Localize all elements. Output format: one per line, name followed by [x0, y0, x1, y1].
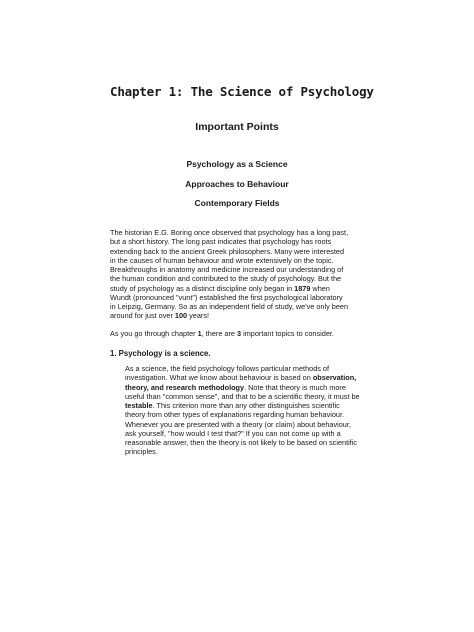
intro-line: the human condition and contributed to the study of psychology. But the [110, 274, 342, 284]
section-1-line: principles. [125, 447, 158, 457]
section-1-line: Whenever you are presented with a theory (or claim) about behaviour, [125, 419, 351, 429]
section-1-line: ask yourself, "how would I test that?" If you can not come up with a [125, 428, 341, 438]
intro-line: The historian E.G. Boring once observed that psychology has a long past, [110, 228, 349, 237]
chapter-topics-sentence [110, 329, 370, 338]
intro-line: but a short history. The long past indicates that psychology has roots [110, 237, 332, 247]
intro-line: in the causes of human behaviour and wrote extensively on the topic. [110, 255, 334, 265]
intro-line: extending back to the ancient Greek philosophers. Many were interested [110, 246, 345, 256]
important-points-heading: Important Points [195, 121, 279, 133]
intro-line: Wundt (pronounced "vunt") established the first psychological laboratory [110, 292, 343, 302]
section-1-line: As a science, the field psychology follows particular methods of [125, 364, 330, 373]
section-1-line: theory, and research methodology. Note that theory is much more [125, 382, 346, 392]
chapter-title: Chapter 1: The Science of Psychology [110, 84, 374, 99]
topic-approaches-to-behaviour: Approaches to Behaviour [185, 179, 289, 189]
topic-psychology-as-science: Psychology as a Science [186, 159, 288, 169]
section-1-line: theory from other types of explanations regarding human behaviour. [125, 410, 345, 420]
section-1-line: investigation. What we know about behaviour is based on observation, [125, 373, 357, 383]
section-1-paragraph [125, 364, 385, 457]
section-1-line: useful than "common sense", and that to be a scientific theory, it must be [125, 391, 360, 401]
intro-line: Breakthroughs in anatomy and medicine increased our understanding of [110, 265, 344, 274]
intro-line: in Leipzig, Germany. So as an independent field of study, we've only been [110, 302, 349, 311]
intro-line: around for just over 100 years! [110, 311, 209, 321]
topic-contemporary-fields: Contemporary Fields [194, 198, 280, 208]
intro-line: study of psychology as a distinct discipline only began in 1879 when [110, 283, 330, 293]
section-1-line: testable. This criterion more than any other distinguishes scientific [125, 401, 340, 410]
section-1-heading: 1. Psychology is a science. [110, 349, 211, 358]
intro-paragraph [110, 228, 370, 321]
section-1-line: reasonable answer, then the theory is not likely to be based on scientific [125, 438, 358, 447]
go-through-line: As you go through chapter 1, there are 3 important topics to consider. [110, 329, 334, 338]
